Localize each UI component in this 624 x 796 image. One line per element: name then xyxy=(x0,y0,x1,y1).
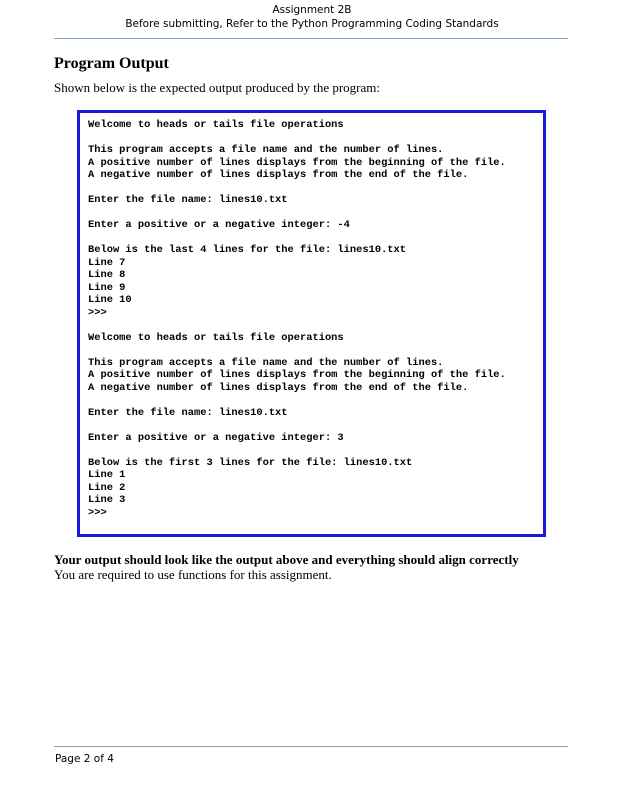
functions-note: You are required to use functions for this assignment. xyxy=(54,567,332,582)
header-subtitle: Before submitting, Refer to the Python Programming Coding Standards xyxy=(125,18,499,30)
console-output-text: Welcome to heads or tails file operations This program accepts a file name and the number of lines. A positive number of lines displays from the beginning of the file. A negative number of lines displays from the end of the file. Enter the file name: lines10.txt Enter a positive or a negative integer: -4 Below is the last 4 lines for the file: lines10.txt Line 7 Line 8 Line 9 Line 10 >>> Welcome to heads or tails file operations This program accepts a file name and the number of lines. A positive number of lines displays from the beginning of the file. A negative number of lines displays from the end of the file. Enter the file name: lines10.txt Enter a positive or a negative integer: 3 Below is the first 3 lines for the file: lines10.txt Line 1 Line 2 Line 3 >>> xyxy=(88,119,506,519)
alignment-note: Your output should look like the output above and everything should align correctly xyxy=(54,552,519,567)
page-number: Page 2 of 4 xyxy=(55,753,114,765)
page-header xyxy=(0,3,624,31)
footer-divider xyxy=(54,746,568,747)
header-divider xyxy=(54,38,568,39)
header-title: Assignment 2B xyxy=(272,4,352,16)
instruction-note xyxy=(54,552,519,582)
section-intro: Shown below is the expected output produced by the program: xyxy=(54,80,381,95)
section-title: Program Output xyxy=(54,55,169,72)
console-output-box xyxy=(77,110,546,537)
